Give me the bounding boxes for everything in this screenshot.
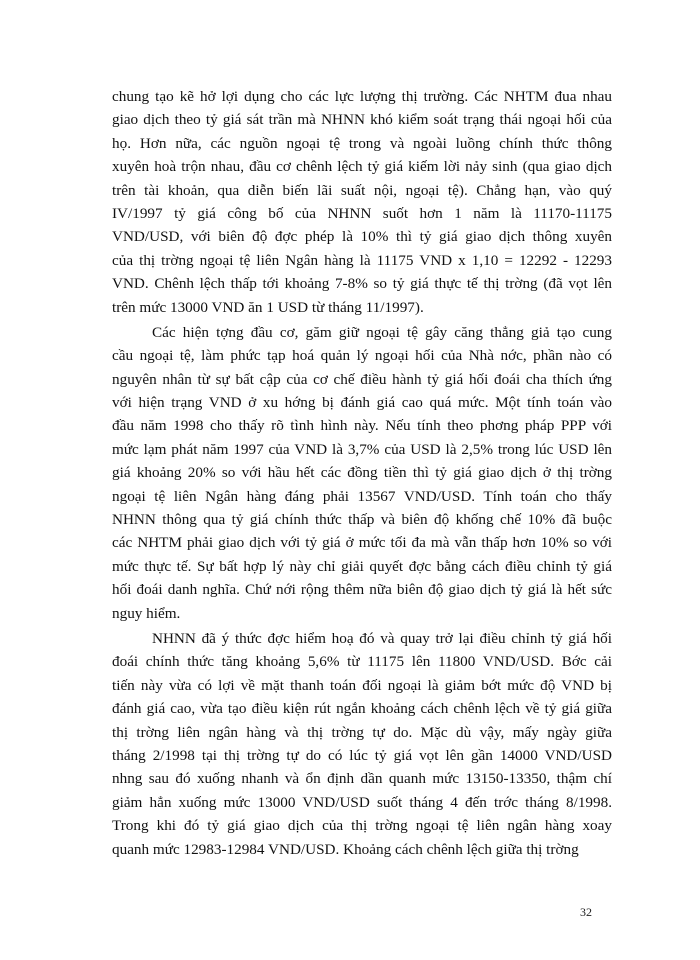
- paragraph-2: [112, 321, 612, 625]
- page-number: 32: [580, 905, 592, 919]
- paragraph-1: [112, 85, 612, 319]
- text-line: của thị trờng ngoại tệ liên Ngân hàng là 11175 VND x 1,10 = 12292 - 12293: [112, 251, 612, 269]
- text-line: NHNN thông qua tỷ giá chính thức thấp và biên độ khống chế 10% đã buộc: [112, 511, 612, 529]
- text-line: tháng 2/1998 tại thị trờng tự do có lúc tỷ giá vọt lên gần 14000 VND/USD: [112, 746, 612, 764]
- text-line: đánh giá cao, vừa tạo điều kiện rút ngắn khoảng cách chênh lệch về tỷ giá giữa: [112, 700, 612, 718]
- text-line: trên tài khoản, qua diễn biến lãi suất nội, ngoại tệ). Chẳng hạn, vào quý: [112, 181, 612, 199]
- text-line: các NHTM phải giao dịch với tỷ giá ở mức tối đa mà vẫn thấp hơn 10% so với: [112, 534, 612, 552]
- text-line: chung tạo kẽ hở lợi dụng cho các lực lượng thị trường. Các NHTM đua nhau: [112, 88, 612, 105]
- text-line: tiến này vừa có lợi về mặt thanh toán đối ngoại là giảm bớt mức độ VND bị: [112, 676, 612, 694]
- text-line: với hiện trạng VND ở xu hớng bị đánh giá cao quá mức. Một tính toán vào: [112, 394, 612, 412]
- text-line: quanh mức 12983-12984 VND/USD. Khoảng cách chênh lệch giữa thị trờng: [112, 840, 579, 858]
- text-line: nguyên nhân từ sự bất cập của cơ chế điều hành tỷ giá hối đoái cha thích ứng: [112, 370, 612, 388]
- text-line: nhng sau đó xuống nhanh và ổn định dần quanh mức 13150-13350, thậm chí: [112, 770, 612, 788]
- text-line: mức lạm phát năm 1997 của VND là 3,7% của USD là 2,5% trong lúc USD lên: [112, 440, 612, 458]
- text-line: Trong khi đó tỷ giá giao dịch của thị trờng ngoại tệ liên ngân hàng xoay: [112, 817, 612, 835]
- text-line: đầu năm 1998 cho thấy rõ tình hình này. Nếu tính theo phơng pháp PPP với: [112, 417, 612, 435]
- text-line: NHNN đã ý thức đợc hiểm hoạ đó và quay trở lại điều chỉnh tỷ giá hối: [152, 629, 612, 647]
- text-line: giao dịch theo tỷ giá sát trần mà NHNN khó kiểm soát trạng thái ngoại hối của: [112, 111, 612, 129]
- text-line: họ. Hơn nữa, các nguồn ngoại tệ trong và ngoài luồng chính thức thông: [112, 134, 612, 152]
- text-line: giá khoảng 20% so với hầu hết các đồng tiền thì tỷ giá giao dịch ở thị trờng: [112, 464, 612, 482]
- text-line: hối đoái danh nghĩa. Chứ nới rộng thêm nữa biên độ giao dịch tỷ giá là hết sức: [112, 581, 612, 599]
- text-line: trên mức 13000 VND ăn 1 USD từ tháng 11/1997).: [112, 298, 424, 316]
- text-line: ngoại tệ liên Ngân hàng đáng phải 13567 VND/USD. Tính toán cho thấy: [112, 487, 612, 505]
- text-line: cầu ngoại tệ, làm phức tạp hoá quản lý ngoại hối của Nhà nớc, phần nào có: [112, 347, 612, 365]
- text-line: nguy hiểm.: [112, 604, 181, 622]
- text-line: VND/USD, với biên độ đợc phép là 10% thì tỷ giá giao dịch thông xuyên: [112, 228, 612, 246]
- text-line: xuyên hoà trộn nhau, đầu cơ chênh lệch tỷ giá kiếm lời nảy sinh (qua giao dịch: [112, 158, 612, 176]
- text-line: IV/1997 tỷ giá công bố của NHNN suốt hơn 1 năm là 11170-11175: [112, 204, 612, 222]
- text-line: VND. Chênh lệch thấp tới khoảng 7-8% so tỷ giá thực tế thị trờng (đã vọt lên: [112, 275, 612, 293]
- text-line: thị trờng liên ngân hàng và thị trờng tự do. Mặc dù vậy, mấy ngày giữa: [112, 723, 612, 741]
- text-line: giảm hẳn xuống mức 13000 VND/USD suốt tháng 4 đến trớc tháng 8/1998.: [112, 793, 612, 811]
- text-line: mức thực tế. Sự bất hợp lý này chỉ giải quyết đợc bằng cách điều chỉnh tỷ giá: [112, 557, 612, 575]
- body-text: [112, 85, 612, 861]
- text-line: đoái chính thức tăng khoảng 5,6% từ 11175 lên 11800 VND/USD. Bớc cải: [112, 653, 612, 671]
- text-line: Các hiện tợng đầu cơ, găm giữ ngoại tệ gây căng thẳng giả tạo cung: [152, 323, 612, 341]
- paragraph-3: [112, 627, 612, 861]
